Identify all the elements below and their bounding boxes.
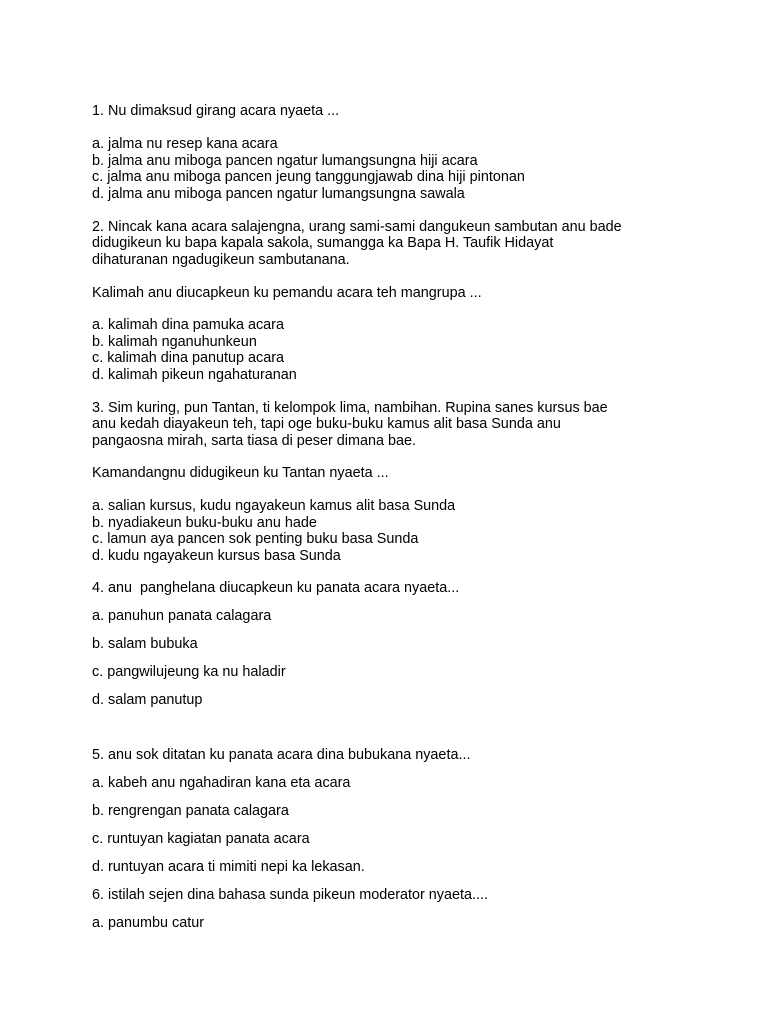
q3-option-d: d. kudu ngayakeun kursus basa Sunda bbox=[92, 548, 341, 564]
q5-option-d: d. runtuyan acara ti mimiti nepi ka lekasan. bbox=[92, 859, 365, 875]
q2-passage-line-2: didugikeun ku bapa kapala sakola, sumangga ka Bapa H. Taufik Hidayat bbox=[92, 235, 554, 251]
q4-option-a: a. panuhun panata calagara bbox=[92, 608, 272, 624]
q4-option-d: d. salam panutup bbox=[92, 692, 203, 708]
q3-passage-line-3: pangaosna mirah, sarta tiasa di peser dimana bae. bbox=[92, 433, 416, 449]
q2-option-d: d. kalimah pikeun ngahaturanan bbox=[92, 367, 297, 383]
q3-passage-line-1: 3. Sim kuring, pun Tantan, ti kelompok lima, nambihan. Rupina sanes kursus bae bbox=[92, 400, 608, 416]
q5-option-a: a. kabeh anu ngahadiran kana eta acara bbox=[92, 775, 351, 791]
q6-option-a: a. panumbu catur bbox=[92, 915, 204, 931]
question-1: 1. Nu dimaksud girang acara nyaeta ... bbox=[92, 103, 340, 119]
question-5: 5. anu sok ditatan ku panata acara dina bubukana nyaeta... bbox=[92, 747, 471, 763]
q4-option-c: c. pangwilujeung ka nu haladir bbox=[92, 664, 286, 680]
q1-option-a: a. jalma nu resep kana acara bbox=[92, 136, 278, 152]
q5-option-c: c. runtuyan kagiatan panata acara bbox=[92, 831, 310, 847]
q3-option-a: a. salian kursus, kudu ngayakeun kamus alit basa Sunda bbox=[92, 498, 456, 514]
q1-option-d: d. jalma anu miboga pancen ngatur lumangsungna sawala bbox=[92, 186, 465, 202]
q2-option-b: b. kalimah nganuhunkeun bbox=[92, 334, 257, 350]
q2-passage-line-1: 2. Nincak kana acara salajengna, urang sami-sami dangukeun sambutan anu bade bbox=[92, 219, 622, 235]
q3-passage-line-2: anu kedah diayakeun teh, tapi oge buku-buku kamus alit basa Sunda anu bbox=[92, 416, 561, 432]
q1-option-b: b. jalma anu miboga pancen ngatur lumangsungna hiji acara bbox=[92, 153, 478, 169]
question-3: Kamandangnu didugikeun ku Tantan nyaeta ... bbox=[92, 465, 389, 481]
q3-option-b: b. nyadiakeun buku-buku anu hade bbox=[92, 515, 317, 531]
question-4: 4. anu panghelana diucapkeun ku panata acara nyaeta... bbox=[92, 580, 460, 596]
q3-option-c: c. lamun aya pancen sok penting buku basa Sunda bbox=[92, 531, 419, 547]
q2-option-a: a. kalimah dina pamuka acara bbox=[92, 317, 284, 333]
q1-option-c: c. jalma anu miboga pancen jeung tanggungjawab dina hiji pintonan bbox=[92, 169, 525, 185]
q5-option-b: b. rengrengan panata calagara bbox=[92, 803, 289, 819]
question-6: 6. istilah sejen dina bahasa sunda pikeun moderator nyaeta.... bbox=[92, 887, 489, 903]
q4-option-b: b. salam bubuka bbox=[92, 636, 198, 652]
question-2: Kalimah anu diucapkeun ku pemandu acara teh mangrupa ... bbox=[92, 285, 482, 301]
q2-passage-line-3: dihaturanan ngadugikeun sambutanana. bbox=[92, 252, 350, 268]
q2-option-c: c. kalimah dina panutup acara bbox=[92, 350, 284, 366]
